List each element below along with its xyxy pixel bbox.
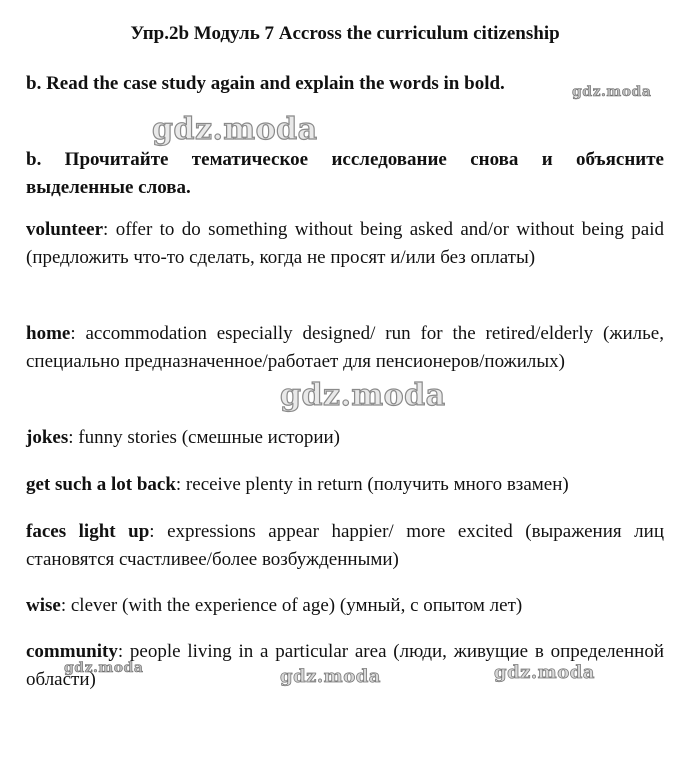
definition-entry [26, 216, 664, 272]
definition-entry [26, 518, 664, 574]
term: jokes [26, 427, 69, 448]
definition: : accommodation especially designed/ run for the retired/elderly (жилье, специально предназначенное/работает для пенсионеров/пожилых) [26, 323, 664, 372]
definition: : expressions appear happier/ more excited (выражения лиц становятся счастливее/более возбужденными) [26, 521, 664, 570]
watermark: gdz.moda [280, 378, 446, 413]
definition-entry [26, 424, 664, 452]
definition: : funny stories (смешные истории) [68, 427, 340, 448]
watermark: gdz.moda [280, 666, 381, 687]
watermark: gdz.moda [64, 660, 144, 676]
term: faces light up [26, 521, 150, 542]
task-instruction-english: b. Read the case study again and explain the words in bold. [26, 73, 505, 94]
term: volunteer [26, 219, 104, 240]
definition: : clever (with the experience of age) (умный, с опытом лет) [60, 595, 523, 616]
term: get such a lot back [26, 474, 176, 495]
definition: : people living in a particular area (люди, живущие в определенной области) [26, 641, 664, 690]
term: community [26, 641, 118, 662]
page-title: Упр.2b Модуль 7 Accross the curriculum citizenship [130, 23, 560, 44]
definition-entry [26, 471, 664, 499]
watermark: gdz.moda [572, 84, 652, 100]
definition-entry [26, 320, 664, 376]
definition-entry [26, 592, 664, 620]
definition: : offer to do something without being asked and/or without being paid (предложить что-то сделать, когда не просят и/или без оплаты) [26, 219, 664, 268]
watermark: gdz.moda [494, 662, 595, 683]
term: wise [26, 595, 61, 616]
watermark: gdz.moda [152, 112, 318, 147]
definition: : receive plenty in return (получить много взамен) [175, 474, 569, 495]
term: home [26, 323, 71, 344]
task-instruction-russian: b. Прочитайте тематическое исследование снова и объясните выделенные слова. [26, 149, 664, 198]
